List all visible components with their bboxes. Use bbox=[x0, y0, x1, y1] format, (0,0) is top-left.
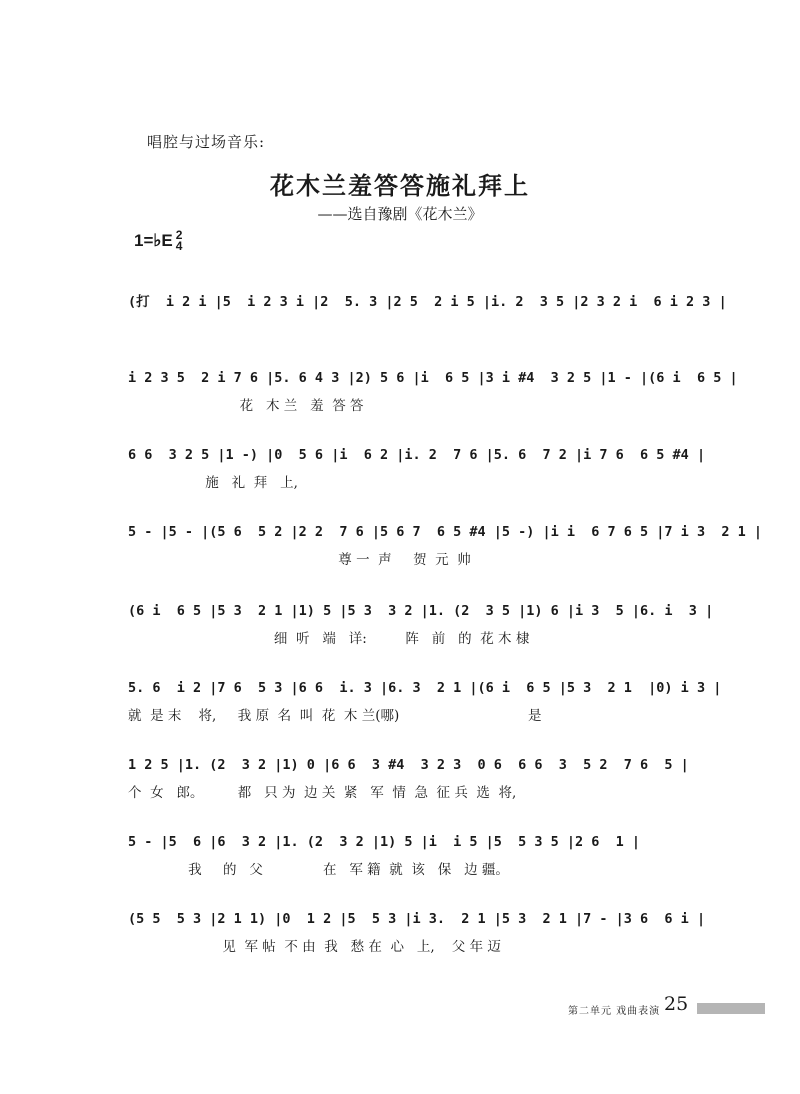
score-line bbox=[128, 755, 698, 803]
key-signature bbox=[134, 230, 182, 252]
page-number: 25 bbox=[664, 993, 689, 1015]
song-subtitle: ——选自豫剧《花木兰》 bbox=[317, 205, 483, 223]
footer-unit-label: 第二单元 戏曲表演 bbox=[568, 1006, 661, 1017]
score-line bbox=[128, 909, 706, 957]
key-label: 1=♭E bbox=[134, 231, 173, 250]
section-label: 唱腔与过场音乐: bbox=[147, 133, 266, 151]
score-lyrics: 我 的 父 在 军 籍 就 该 保 边 疆。 bbox=[128, 862, 509, 878]
score-notes: 5 - |5 6 |6 3 2 |1. (2 3 2 |1) 5 |i i 5 |5 5 3 5 |2 6 1 | bbox=[128, 834, 641, 850]
score-line bbox=[128, 832, 698, 880]
score-notes: (5 5 5 3 |2 1 1) |0 1 2 |5 5 3 |i 3. 2 1 |5 3 2 1 |7 - |3 6 6 i | bbox=[128, 911, 706, 927]
song-title: 花木兰羞答答施礼拜上 bbox=[270, 171, 530, 200]
score-notes: i 2 3 5 2 i 7 6 |5. 6 4 3 |2) 5 6 |i 6 5 |3 i #4 3 2 5 |1 - |(6 i 6 5 | bbox=[128, 370, 738, 386]
score-lyrics bbox=[128, 320, 698, 340]
score-line bbox=[128, 445, 706, 493]
footer-decor-bar bbox=[697, 1003, 765, 1014]
time-signature-top: 2 bbox=[175, 228, 183, 242]
score-notes: 5. 6 i 2 |7 6 5 3 |6 6 i. 3 |6. 3 2 1 |(6 i 6 5 |5 3 2 1 |0) i 3 | bbox=[128, 680, 722, 696]
score-lyrics: 尊 一 声 贺 元 帅 bbox=[128, 552, 471, 568]
score-notes: (6 i 6 5 |5 3 2 1 |1) 5 |5 3 3 2 |1. (2 3 5 |1) 6 |i 3 5 |6. i 3 | bbox=[128, 603, 714, 619]
score-notes: (打 i 2 i |5 i 2 3 i |2 5. 3 |2 5 2 i 5 |i. 2 3 5 |2 3 2 i 6 i 2 3 | bbox=[128, 294, 727, 310]
score-line bbox=[128, 368, 738, 416]
score-lyrics: 个 女 郎。 都 只 为 边 关 紧 军 情 急 征 兵 选 将, bbox=[128, 785, 517, 801]
score-lyrics: 就 是 末 将, 我 原 名 叫 花 木 兰(哪) 是 bbox=[128, 708, 542, 724]
time-signature bbox=[176, 230, 183, 252]
time-signature-bottom: 4 bbox=[175, 239, 183, 253]
score-lyrics: 细 听 端 详: 阵 前 的 花 木 棣 bbox=[128, 631, 530, 647]
score-notes: 1 2 5 |1. (2 3 2 |1) 0 |6 6 3 #4 3 2 3 0 6 6 6 3 5 2 7 6 5 | bbox=[128, 757, 689, 773]
score-line bbox=[128, 678, 722, 726]
score-line bbox=[128, 601, 714, 649]
score-lyrics: 见 军 帖 不 由 我 愁 在 心 上, 父 年 迈 bbox=[128, 939, 501, 955]
score-line bbox=[128, 292, 727, 340]
score-lyrics: 施 礼 拜 上, bbox=[128, 475, 298, 491]
score-line bbox=[128, 522, 762, 570]
score-notes: 5 - |5 - |(5 6 5 2 |2 2 7 6 |5 6 7 6 5 #4 |5 -) |i i 6 7 6 5 |7 i 3 2 1 | bbox=[128, 524, 762, 540]
score-notes: 6 6 3 2 5 |1 -) |0 5 6 |i 6 2 |i. 2 7 6 |5. 6 7 2 |i 7 6 6 5 #4 | bbox=[128, 447, 706, 463]
score-lyrics: 花 木 兰 羞 答 答 bbox=[128, 398, 364, 414]
